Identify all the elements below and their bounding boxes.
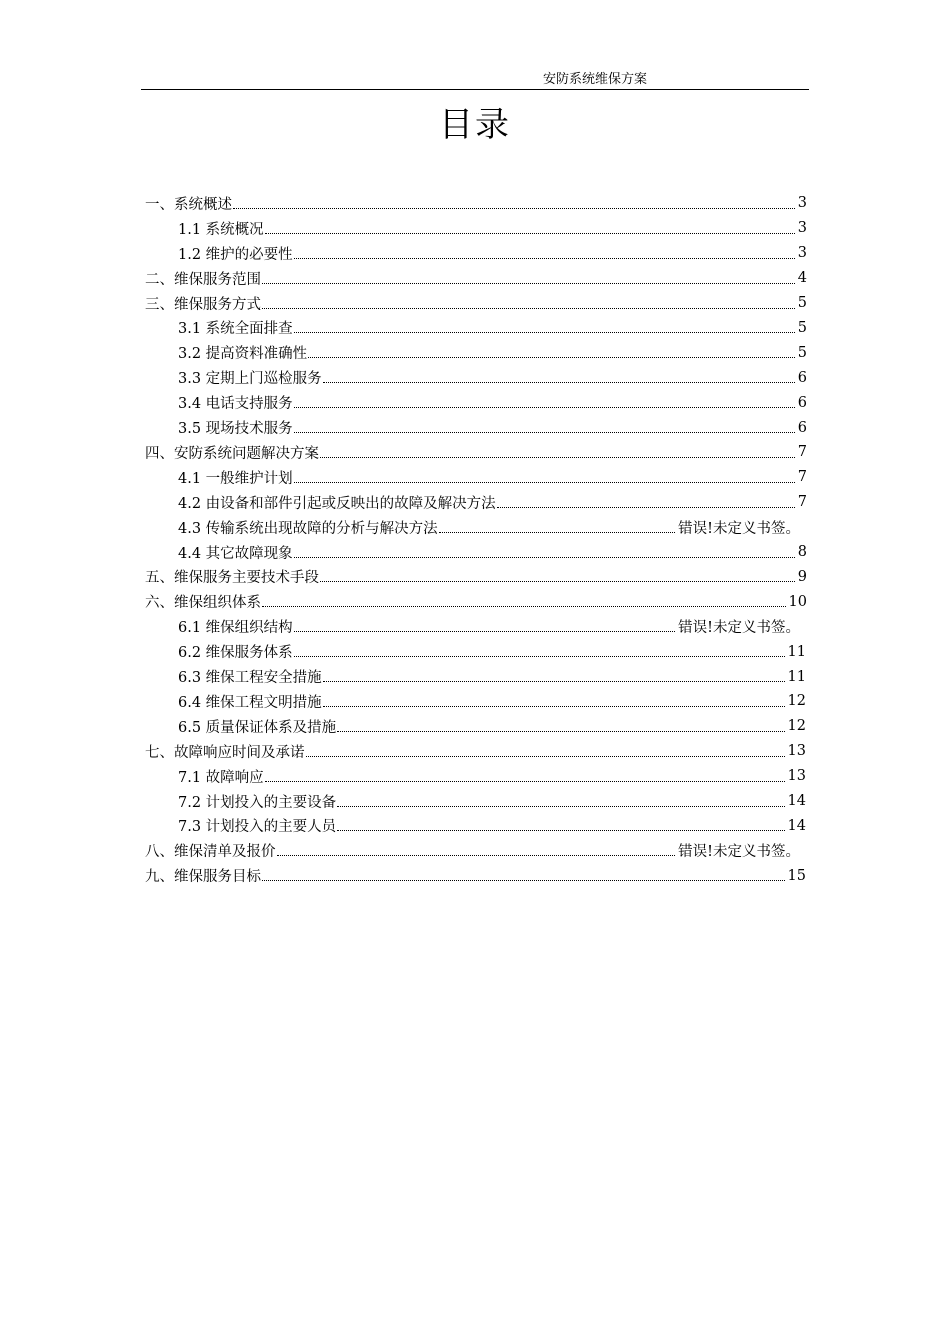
toc-dot-leader	[323, 680, 785, 682]
toc-dot-leader	[262, 307, 795, 309]
toc-dot-leader	[294, 257, 795, 259]
toc-dot-leader	[294, 431, 795, 433]
toc-dot-leader	[320, 580, 795, 582]
toc-dot-leader	[497, 506, 795, 508]
toc-entry-label: 6.2 维保服务体系	[178, 645, 293, 662]
toc-dot-leader	[320, 456, 795, 458]
toc-dot-leader	[306, 755, 785, 757]
toc-entry-page: 12	[787, 693, 806, 710]
toc-entry[interactable]	[145, 565, 807, 590]
toc-dot-leader	[294, 655, 785, 657]
toc-entry[interactable]	[178, 340, 807, 365]
toc-entry-label: 4.3 传输系统出现故障的分析与解决方法	[178, 520, 438, 537]
toc-entry-label: 三、维保服务方式	[145, 296, 261, 313]
toc-entry-label: 3.2 提高资料准确性	[178, 346, 308, 363]
toc-entry[interactable]	[145, 739, 806, 764]
toc-entry[interactable]	[178, 316, 807, 341]
toc-entry[interactable]	[178, 814, 806, 839]
toc-entry-page: 错误!未定义书签。	[678, 520, 800, 537]
toc-entry-page: 5	[797, 319, 807, 336]
toc-dot-leader	[294, 406, 795, 408]
toc-entry-label: 1.2 维护的必要性	[178, 246, 293, 263]
toc-entry-page: 3	[797, 245, 807, 262]
header-divider	[141, 89, 809, 90]
toc-entry[interactable]	[178, 540, 807, 565]
page-header-title: 安防系统维保方案	[542, 72, 647, 87]
toc-entry-page: 3	[797, 195, 807, 212]
toc-dot-leader	[337, 829, 784, 831]
toc-entry-page: 11	[787, 668, 806, 685]
toc-entry-label: 六、维保组织体系	[145, 595, 261, 612]
toc-entry-label: 3.4 电话支持服务	[178, 396, 293, 413]
toc-entry-label: 7.2 计划投入的主要设备	[178, 794, 337, 811]
toc-entry[interactable]	[178, 241, 807, 266]
toc-entry-page: 7	[797, 444, 807, 461]
toc-entry-page: 8	[797, 544, 807, 561]
toc-entry-label: 二、维保服务范围	[145, 271, 261, 288]
toc-entry-label: 四、安防系统问题解决方案	[145, 445, 319, 462]
toc-entry[interactable]	[145, 266, 807, 291]
toc-entry[interactable]	[178, 465, 807, 490]
toc-entry[interactable]	[178, 415, 807, 440]
toc-entry-label: 6.1 维保组织结构	[178, 620, 293, 637]
toc-entry-page: 6	[797, 394, 807, 411]
toc-title: 目录	[439, 105, 511, 145]
toc-entry-label: 八、维保清单及报价	[145, 844, 276, 861]
toc-entry[interactable]	[178, 216, 807, 241]
toc-entry-page: 7	[797, 494, 807, 511]
toc-dot-leader	[337, 805, 784, 807]
toc-dot-leader	[294, 630, 676, 632]
toc-entry[interactable]	[178, 390, 807, 415]
toc-entry[interactable]	[178, 664, 806, 689]
toc-dot-leader	[337, 730, 784, 732]
toc-entry[interactable]	[145, 440, 807, 465]
toc-entry-page: 5	[797, 344, 807, 361]
toc-entry[interactable]	[145, 838, 800, 863]
toc-dot-leader	[323, 381, 795, 383]
toc-entry-page: 3	[797, 220, 807, 237]
toc-entry-page: 7	[797, 469, 807, 486]
toc-entry[interactable]	[178, 490, 807, 515]
toc-dot-leader	[439, 531, 676, 533]
toc-entry-label: 3.3 定期上门巡检服务	[178, 371, 322, 388]
toc-entry-page: 13	[787, 743, 806, 760]
toc-entry[interactable]	[178, 714, 806, 739]
toc-entry[interactable]	[178, 365, 807, 390]
toc-entry-label: 4.2 由设备和部件引起或反映出的故障及解决方法	[178, 495, 496, 512]
toc-entry-page: 11	[787, 643, 806, 660]
toc-entry[interactable]	[178, 639, 806, 664]
toc-entry-page: 12	[787, 718, 806, 735]
toc-dot-leader	[294, 331, 795, 333]
toc-entry[interactable]	[145, 863, 806, 888]
toc-entry-page: 5	[797, 295, 807, 312]
toc-entry-page: 错误!未定义书签。	[678, 844, 800, 861]
toc-entry-label: 一、系统概述	[145, 196, 232, 213]
toc-entry-label: 五、维保服务主要技术手段	[145, 570, 319, 587]
toc-entry-label: 7.1 故障响应	[178, 769, 264, 786]
toc-entry-label: 4.1 一般维护计划	[178, 470, 293, 487]
toc-entry[interactable]	[178, 614, 800, 639]
toc-entry-label: 3.1 系统全面排查	[178, 321, 293, 338]
toc-entry-label: 七、故障响应时间及承诺	[145, 744, 305, 761]
toc-entry[interactable]	[145, 191, 807, 216]
toc-dot-leader	[294, 556, 795, 558]
toc-entry-page: 13	[787, 768, 806, 785]
toc-entry[interactable]	[178, 689, 806, 714]
toc-entry-label: 6.4 维保工程文明措施	[178, 694, 322, 711]
toc-entry-label: 7.3 计划投入的主要人员	[178, 819, 337, 836]
toc-entry-page: 14	[787, 793, 806, 810]
toc-dot-leader	[308, 356, 795, 358]
toc-dot-leader	[262, 282, 795, 284]
toc-dot-leader	[294, 481, 795, 483]
toc-entry-label: 1.1 系统概况	[178, 221, 264, 238]
toc-dot-leader	[323, 705, 785, 707]
toc-entry-page: 4	[797, 270, 807, 287]
toc-entry-page: 10	[788, 593, 807, 610]
toc-entry-page: 6	[797, 369, 807, 386]
toc-dot-leader	[265, 232, 795, 234]
toc-entry-page: 14	[787, 817, 806, 834]
toc-entry-page: 6	[797, 419, 807, 436]
toc-entry-page: 15	[787, 867, 806, 884]
toc-entry[interactable]	[145, 291, 807, 316]
toc-entry-label: 6.5 质量保证体系及措施	[178, 719, 337, 736]
toc-dot-leader	[265, 780, 785, 782]
toc-entry-label: 6.3 维保工程安全措施	[178, 670, 322, 687]
toc-entry[interactable]	[178, 764, 806, 789]
toc-entry-label: 九、维保服务目标	[145, 869, 261, 886]
toc-entry[interactable]	[178, 789, 806, 814]
toc-entry[interactable]	[145, 589, 807, 614]
toc-dot-leader	[262, 605, 786, 607]
toc-entry-label: 4.4 其它故障现象	[178, 545, 293, 562]
toc-dot-leader	[262, 879, 785, 881]
toc-entry[interactable]	[178, 515, 800, 540]
toc-entry-page: 9	[797, 568, 807, 585]
toc-entry-label: 3.5 现场技术服务	[178, 421, 293, 438]
toc-dot-leader	[233, 207, 795, 209]
toc-entry-page: 错误!未定义书签。	[678, 620, 800, 637]
toc-dot-leader	[277, 854, 676, 856]
